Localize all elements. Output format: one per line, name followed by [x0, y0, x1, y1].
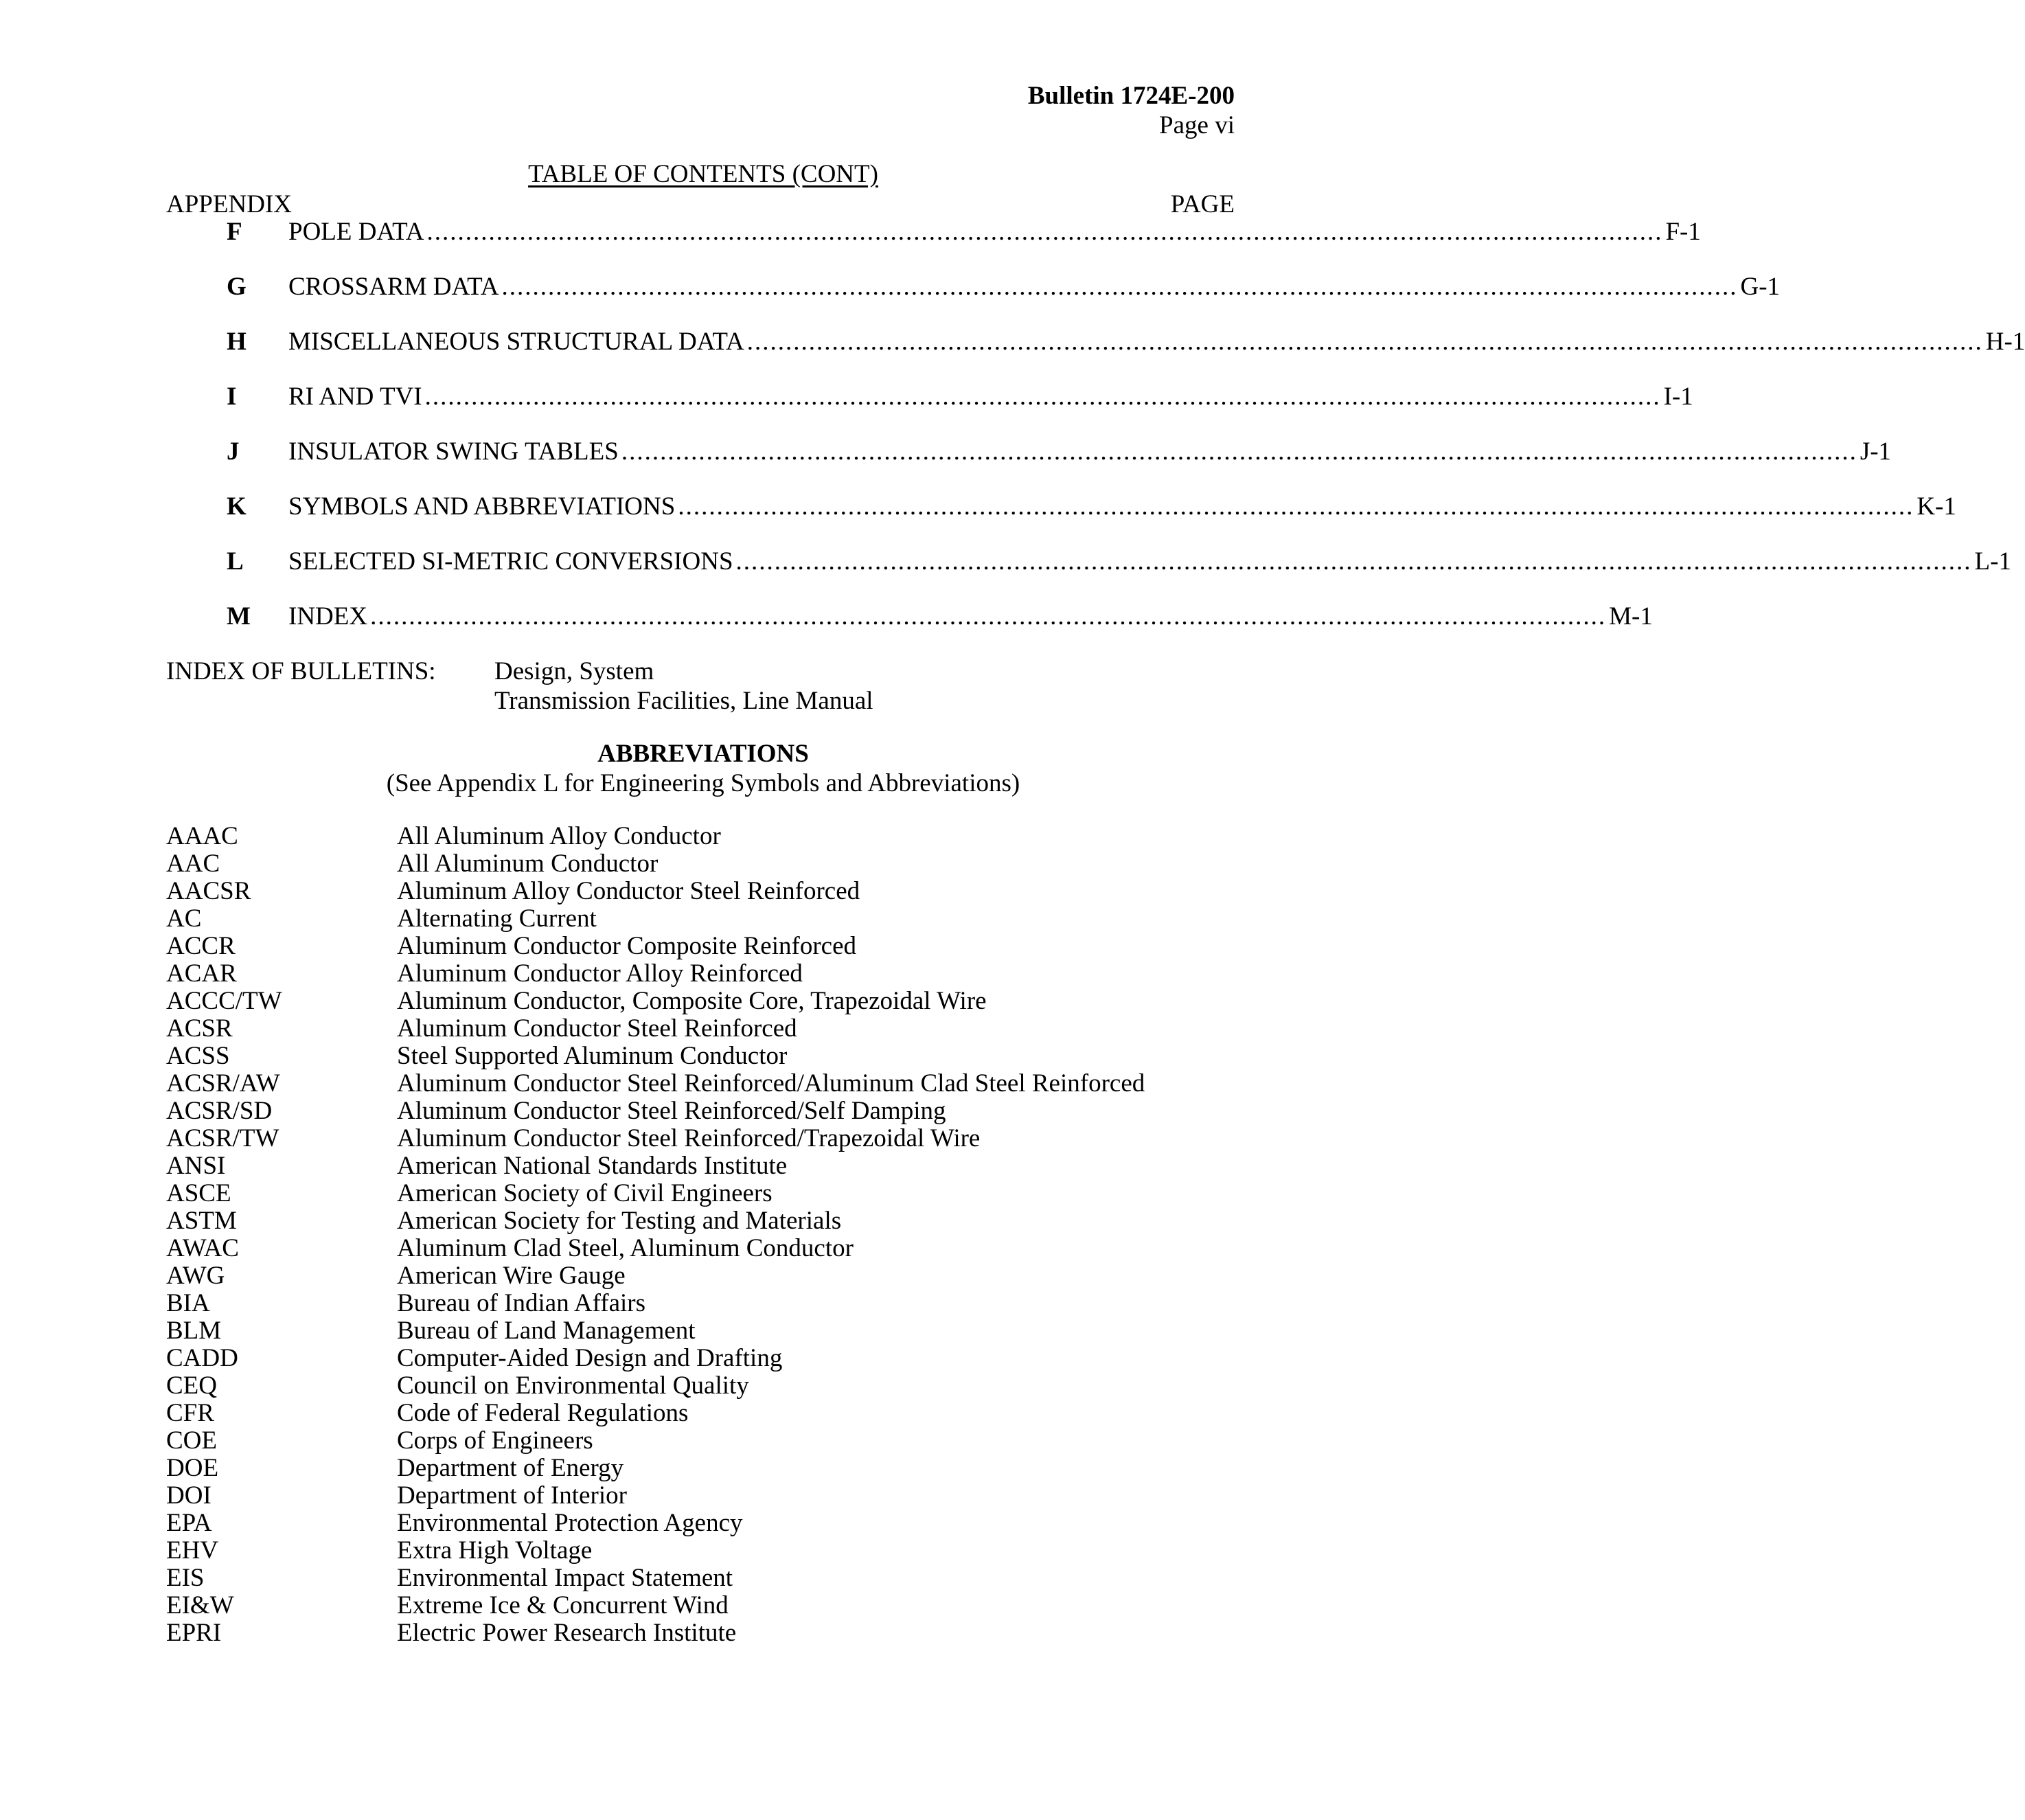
toc-entry-title: INDEX [288, 602, 368, 630]
abbreviation-definition: All Aluminum Alloy Conductor [397, 822, 721, 850]
abbreviation-term: ACSR/SD [166, 1097, 273, 1125]
abbreviation-definition: Aluminum Conductor Steel Reinforced/Self Damping [397, 1097, 946, 1125]
toc-entry[interactable] [0, 272, 1781, 302]
abbreviation-definition: Aluminum Conductor, Composite Core, Trapezoidal Wire [397, 987, 987, 1015]
toc-entry-title: POLE DATA [288, 218, 424, 246]
abbreviation-term: EHV [166, 1536, 219, 1565]
abbreviation-term: ASCE [166, 1179, 231, 1207]
bulletin-number: Bulletin 1724E-200 [1027, 82, 1235, 110]
abbreviation-definition: American Society of Civil Engineers [397, 1179, 773, 1207]
toc-page-header: PAGE [1170, 190, 1235, 218]
dot-leader: ................................................................................................................................................................ [621, 437, 1857, 466]
index-of-bulletins-line-2: Transmission Facilities, Line Manual [494, 687, 873, 715]
abbreviation-term: ACSR/AW [166, 1069, 280, 1097]
toc-entry-title: INSULATOR SWING TABLES [288, 437, 619, 466]
toc-entry-title: MISCELLANEOUS STRUCTURAL DATA [288, 328, 744, 356]
dot-leader: ................................................................................................................................................................ [746, 328, 1983, 356]
abbreviation-term: BLM [166, 1317, 222, 1345]
abbreviation-term: AAC [166, 850, 220, 878]
toc-entry[interactable] [0, 437, 1892, 467]
toc-entry-page: J-1 [1860, 437, 1892, 466]
toc-entry-letter: K [227, 492, 247, 521]
abbreviation-definition: American Society for Testing and Materials [397, 1207, 842, 1235]
abbreviation-definition: American National Standards Institute [397, 1152, 788, 1180]
abbreviation-definition: Alternating Current [397, 905, 597, 933]
abbreviation-term: ACCR [166, 932, 236, 960]
abbreviation-definition: American Wire Gauge [397, 1262, 626, 1290]
abbreviation-term: AACSR [166, 877, 251, 905]
dot-leader: ................................................................................................................................................................ [426, 218, 1663, 246]
abbreviation-term: DOE [166, 1454, 219, 1482]
abbreviation-definition: Department of Energy [397, 1454, 624, 1482]
toc-entry-letter: J [227, 437, 240, 466]
abbreviation-definition: Environmental Protection Agency [397, 1509, 743, 1537]
abbreviation-term: CFR [166, 1399, 214, 1427]
toc-entry-letter: M [227, 602, 251, 630]
toc-entry-title: CROSSARM DATA [288, 273, 499, 301]
abbreviation-definition: Extreme Ice & Concurrent Wind [397, 1591, 729, 1619]
abbreviation-definition: Corps of Engineers [397, 1426, 593, 1455]
toc-entry-page: H-1 [1985, 328, 2025, 356]
abbreviation-term: ACAR [166, 959, 237, 988]
abbreviations-subheading: (See Appendix L for Engineering Symbols and Abbreviations) [386, 769, 1020, 797]
abbreviation-term: AWAC [166, 1234, 239, 1262]
abbreviation-definition: All Aluminum Conductor [397, 850, 659, 878]
dot-leader: ................................................................................................................................................................ [678, 492, 1914, 521]
toc-entry-letter: G [227, 273, 247, 301]
abbreviation-term: ACCC/TW [166, 987, 282, 1015]
abbreviation-definition: Aluminum Conductor Alloy Reinforced [397, 959, 803, 988]
abbreviation-definition: Aluminum Clad Steel, Aluminum Conductor [397, 1234, 854, 1262]
abbreviation-definition: Aluminum Conductor Steel Reinforced [397, 1014, 797, 1043]
toc-appendix-header: APPENDIX [166, 190, 292, 218]
page-number: Page vi [1159, 111, 1235, 139]
toc-entry-title: SYMBOLS AND ABBREVIATIONS [288, 492, 676, 521]
abbreviation-definition: Environmental Impact Statement [397, 1564, 733, 1592]
abbreviation-definition: Council on Environmental Quality [397, 1372, 749, 1400]
toc-entry-page: F-1 [1665, 218, 1701, 246]
abbreviation-definition: Aluminum Alloy Conductor Steel Reinforced [397, 877, 860, 905]
toc-entry-letter: H [227, 328, 247, 356]
abbreviation-term: CADD [166, 1344, 238, 1372]
dot-leader: ................................................................................................................................................................ [735, 547, 1972, 576]
abbreviation-term: CEQ [166, 1372, 217, 1400]
abbreviation-definition: Department of Interior [397, 1481, 627, 1510]
toc-entry[interactable] [0, 327, 2025, 357]
toc-entry-page: M-1 [1609, 602, 1653, 630]
abbreviations-heading: ABBREVIATIONS [597, 740, 809, 768]
toc-entry[interactable] [0, 492, 1956, 522]
dot-leader: ................................................................................................................................................................ [501, 273, 1738, 301]
dot-leader: ................................................................................................................................................................ [424, 383, 1661, 411]
toc-entry-letter: F [227, 218, 242, 246]
toc-entry-letter: L [227, 547, 244, 576]
abbreviation-term: AC [166, 905, 202, 933]
abbreviation-term: ACSS [166, 1042, 230, 1070]
abbreviation-definition: Bureau of Land Management [397, 1317, 696, 1345]
abbreviation-term: EI&W [166, 1591, 234, 1619]
index-of-bulletins-label: INDEX OF BULLETINS: [166, 657, 436, 685]
abbreviation-term: EIS [166, 1564, 205, 1592]
abbreviation-term: BIA [166, 1289, 210, 1317]
abbreviation-term: DOI [166, 1481, 211, 1510]
abbreviation-definition: Computer-Aided Design and Drafting [397, 1344, 783, 1372]
toc-entry-title: RI AND TVI [288, 383, 422, 411]
abbreviation-term: ACSR/TW [166, 1124, 279, 1152]
abbreviation-term: COE [166, 1426, 217, 1455]
toc-entry-letter: I [227, 383, 237, 411]
abbreviation-definition: Electric Power Research Institute [397, 1619, 737, 1647]
toc-column-headers [166, 190, 1235, 219]
abbreviation-term: ASTM [166, 1207, 237, 1235]
toc-entry-title: SELECTED SI-METRIC CONVERSIONS [288, 547, 733, 576]
toc-entry-page: G-1 [1740, 273, 1781, 301]
abbreviation-term: ANSI [166, 1152, 226, 1180]
abbreviation-definition: Aluminum Conductor Steel Reinforced/Aluminum Clad Steel Reinforced [397, 1069, 1145, 1097]
toc-entry-page: I-1 [1663, 383, 1693, 411]
abbreviation-definition: Code of Federal Regulations [397, 1399, 689, 1427]
abbreviation-term: EPA [166, 1509, 212, 1537]
abbreviation-term: AAAC [166, 822, 238, 850]
abbreviations-heading-block [0, 739, 1406, 798]
dot-leader: ................................................................................................................................................................ [370, 602, 1607, 630]
toc-entry[interactable] [0, 217, 1701, 247]
abbreviation-definition: Steel Supported Aluminum Conductor [397, 1042, 788, 1070]
toc-entry[interactable] [0, 547, 2011, 577]
abbreviation-definition: Bureau of Indian Affairs [397, 1289, 646, 1317]
abbreviation-definition: Aluminum Conductor Steel Reinforced/Trapezoidal Wire [397, 1124, 981, 1152]
abbreviation-definition: Extra High Voltage [397, 1536, 593, 1565]
toc-entry-page: L-1 [1974, 547, 2011, 576]
abbreviation-term: ACSR [166, 1014, 233, 1043]
toc-entry-page: K-1 [1917, 492, 1956, 521]
toc-entry[interactable] [0, 382, 1693, 412]
toc-title-text: TABLE OF CONTENTS (CONT) [528, 160, 878, 188]
abbreviation-definition: Aluminum Conductor Composite Reinforced [397, 932, 856, 960]
abbreviation-term: AWG [166, 1262, 225, 1290]
page-header [1028, 81, 1235, 140]
index-of-bulletins-line-1: Design, System [494, 657, 654, 685]
abbreviation-term: EPRI [166, 1619, 222, 1647]
toc-title [0, 159, 1406, 189]
toc-entry[interactable] [0, 602, 1653, 632]
